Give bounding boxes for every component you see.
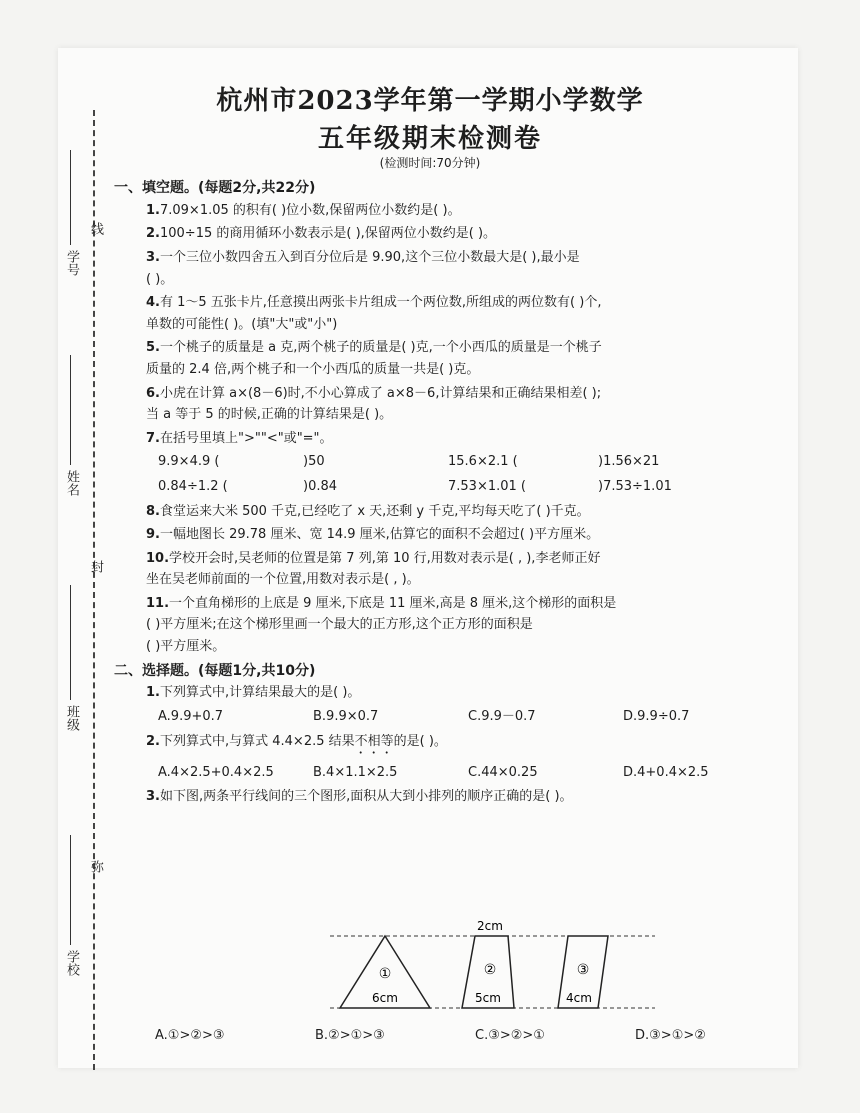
binding-dashed-line [93, 110, 95, 1070]
question-1-4: 4.有 1～5 五张卡片,任意摸出两张卡片组成一个两位数,所组成的两位数有( )个, 单数的可能性( )。(填"大"或"小") [146, 295, 602, 332]
compare-row-1: 9.9×4.9 ( )50 15.6×2.1 ( )1.56×21 [158, 454, 660, 470]
question-1-2: 2.100÷15 的商用循环小数表示是( ),保留两位小数约是( )。 [146, 226, 497, 242]
choices-2-3: A.①>②>③ B.②>①>③ C.③>②>① D.③>①>② [155, 1028, 706, 1043]
section1-header: 一、填空题。(每题2分,共22分) [114, 180, 316, 196]
label-base-5cm: 5cm [475, 991, 501, 1005]
question-2-2: 2.下列算式中,与算式 4.4×2.5 结果不相等的是( )。 [146, 733, 447, 749]
label-seal: 封 [88, 560, 103, 573]
label-shape-2: ② [483, 962, 497, 978]
emphasized-not-equal: 不相等 [354, 733, 394, 749]
choices-2-1: A.9.9+0.7 B.9.9×0.7 C.9.9－0.7 D.9.9÷0.7 [158, 709, 690, 725]
question-1-3: 3.一个三位小数四舍五入到百分位后是 9.90,这个三位小数最大是( ),最小是 ( )。 [146, 249, 580, 287]
question-1-11: 11.一个直角梯形的上底是 9 厘米,下底是 11 厘米,高是 8 厘米,这个梯形的面积是 ( )平方厘米;在这个梯形里画一个最大的正方形,这个正方形的面积是 ( )平方厘米。 [146, 595, 617, 655]
exam-content [114, 176, 798, 813]
question-1-1: 1.7.09×1.05 的积有( )位小数,保留两位小数约是( )。 [146, 202, 461, 218]
question-1-7: 7.在括号里填上">""<"或"="。 [146, 430, 333, 446]
question-2-1: 1.下列算式中,计算结果最大的是( )。 [146, 685, 361, 701]
label-shape-1: ① [378, 966, 392, 982]
parallel-lines-figure [330, 916, 660, 1026]
compare-row-2: 0.84÷1.2 ( )0.84 7.53×1.01 ( )7.53÷1.01 [158, 478, 672, 494]
question-1-10: 10.学校开会时,吴老师的位置是第 7 列,第 10 行,用数对表示是( , ),李老师正好 坐在吴老师前面的一个位置,用数对表示是( , )。 [146, 550, 601, 588]
label-class: 班级 [64, 705, 79, 731]
question-1-8: 8.食堂运来大米 500 千克,已经吃了 x 天,还剩 y 千克,平均每天吃了( )千克。 [146, 503, 590, 519]
question-1-9: 9.一幅地图长 29.78 厘米、宽 14.9 厘米,估算它的面积不会超过( )平方厘米。 [146, 527, 600, 543]
label-seal-mi: 弥 [88, 860, 103, 873]
blank-school [70, 835, 71, 945]
label-school: 学校 [64, 950, 79, 976]
exam-title: 杭州市2023学年第一学期小学数学 [216, 86, 644, 116]
label-base-4cm: 4cm [566, 991, 592, 1005]
question-1-5: 5.一个桃子的质量是 a 克,两个桃子的质量是( )克,一个小西瓜的质量是一个桃子 质量的 2.4 倍,两个桃子和一个小西瓜的质量一共是( )克。 [146, 340, 602, 377]
choices-2-2: A.4×2.5+0.4×2.5 B.4×1.1×2.5 C.44×0.25 D.4+0.4×2.5 [158, 764, 709, 780]
label-name: 姓名 [64, 470, 79, 496]
question-1-6: 6.小虎在计算 a×(8－6)时,不小心算成了 a×8－6,计算结果和正确结果相差( ); 当 a 等于 5 的时候,正确的计算结果是( )。 [146, 385, 602, 423]
exam-subtitle: 五年级期末检测卷 [317, 124, 542, 154]
label-base-6cm: 6cm [372, 991, 398, 1005]
section2-header: 二、选择题。(每题1分,共10分) [114, 662, 316, 679]
blank-class [70, 585, 71, 700]
label-student-id: 学号 [64, 250, 79, 276]
label-shape-3: ③ [576, 962, 590, 978]
label-line: 线 [88, 222, 103, 235]
blank-name [70, 355, 71, 465]
exam-time-note: (检测时间:70分钟) [379, 156, 481, 170]
question-2-3: 3.如下图,两条平行线间的三个图形,面积从大到小排列的顺序正确的是( )。 [146, 789, 573, 805]
label-top-2cm: 2cm [477, 919, 503, 933]
